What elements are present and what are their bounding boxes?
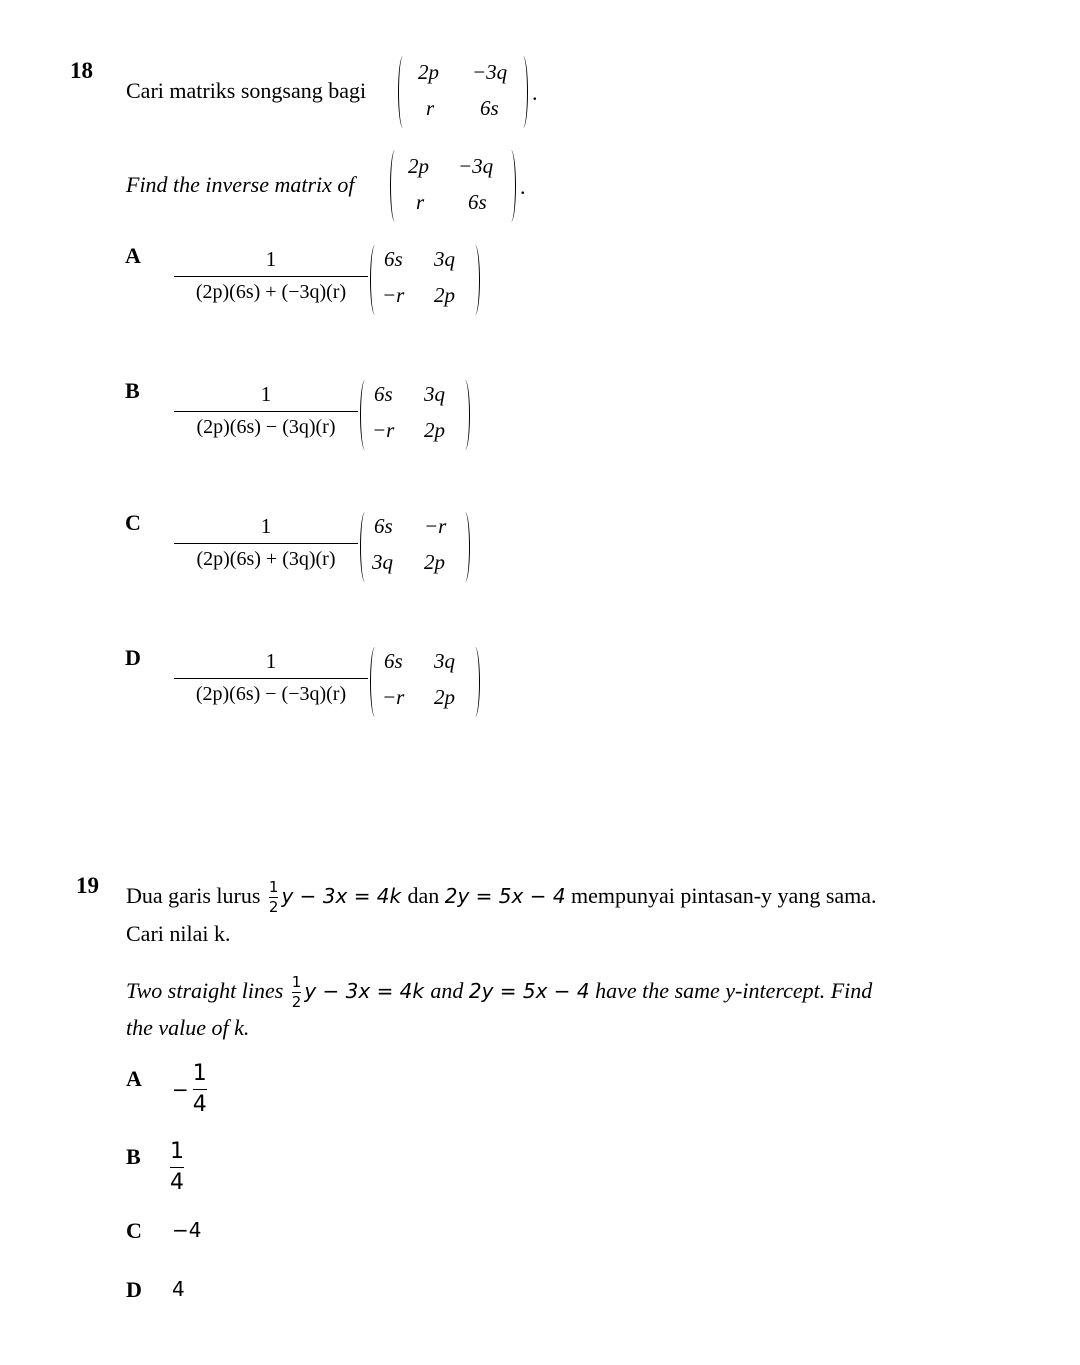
- q18-option-a-m-d: 2p: [434, 283, 455, 307]
- q19-option-c-value[interactable]: −4: [172, 1218, 202, 1242]
- q18-m-d: 6s: [480, 96, 499, 120]
- q18-option-d-fraction: [174, 649, 368, 706]
- q19-stem-malay-line2: Cari nilai k.: [126, 921, 231, 946]
- q19-en-part1: Two straight lines: [126, 978, 284, 1003]
- q19-option-b-value[interactable]: [170, 1140, 184, 1195]
- q18-option-c-m-c: 3q: [372, 550, 393, 574]
- q18-m2-c: r: [416, 190, 425, 214]
- q19-option-a-label[interactable]: A: [126, 1066, 142, 1091]
- q18-option-b-expression[interactable]: [174, 382, 445, 454]
- q19-eq2-malay: 2y = 5x − 4: [444, 884, 566, 908]
- q18-option-c-label[interactable]: C: [125, 510, 141, 535]
- q18-option-d-numerator: 1: [265, 649, 277, 673]
- q18-option-a-m-a: 6s: [384, 247, 403, 271]
- q18-option-c-fraction: [174, 514, 358, 571]
- q18-option-b-fraction: [174, 382, 358, 439]
- question-19-number: 19: [76, 873, 99, 898]
- q19-option-b-num: 1: [170, 1139, 184, 1164]
- q19-eq1-rest: y − 3x = 4k: [281, 884, 402, 908]
- q18-option-c-expression[interactable]: [174, 514, 447, 586]
- q18-m-c: r: [426, 96, 435, 120]
- question-18-number: 18: [70, 58, 93, 83]
- q19-option-d-label[interactable]: D: [126, 1277, 142, 1302]
- q18-option-a-m-c: −r: [382, 283, 405, 307]
- q19-ms-part2: mempunyai pintasan-y yang sama.: [571, 883, 877, 908]
- q18-stem-malay: [126, 78, 366, 104]
- q18-period-malay: .: [532, 80, 538, 105]
- q19-ms-dan: dan: [407, 883, 440, 908]
- q18-option-d-m-b: 3q: [434, 649, 455, 673]
- q19-stem-english-line1: [126, 975, 872, 1010]
- q19-eq1-rest-en: y − 3x = 4k: [304, 979, 424, 1003]
- q18-option-c-m-a: 6s: [374, 514, 393, 538]
- q18-option-d-denominator: (2p)(6s) − (−3q)(r): [195, 683, 347, 705]
- q19-eq2-english: 2y = 5x − 4: [468, 979, 590, 1003]
- q18-option-a-expression[interactable]: [174, 247, 455, 319]
- q18-option-b-m-d: 2p: [424, 418, 445, 442]
- q18-option-c-m-d: 2p: [424, 550, 445, 574]
- q18-matrix-malay: [398, 56, 538, 128]
- q18-option-d-expression[interactable]: [174, 649, 455, 721]
- q18-option-a-m-b: 3q: [434, 247, 455, 271]
- q18-option-a-label[interactable]: A: [125, 243, 141, 268]
- q18-option-b-matrix: [360, 380, 470, 450]
- q18-option-b-m-c: −r: [372, 418, 395, 442]
- q19-ms-part1: Dua garis lurus: [126, 883, 261, 908]
- q18-option-b-numerator: 1: [260, 382, 272, 406]
- q18-option-a-matrix: [370, 245, 480, 315]
- q18-option-d-m-c: −r: [382, 685, 405, 709]
- q18-option-b-denominator: (2p)(6s) − (3q)(r): [196, 416, 336, 438]
- q19-option-a-num: 1: [192, 1061, 207, 1086]
- q19-en-part2: have the same y-intercept. Find: [595, 978, 873, 1003]
- q18-stem-malay-text: Cari matriks songsang bagi: [126, 78, 367, 103]
- q19-eq1-malay: [266, 878, 408, 916]
- q18-option-a-denominator: (2p)(6s) + (−3q)(r): [195, 281, 347, 303]
- q19-option-a-value[interactable]: [172, 1062, 207, 1117]
- q18-option-d-matrix: [370, 647, 480, 717]
- q18-m2-d: 6s: [468, 190, 487, 214]
- q18-stem-english: Find the inverse matrix of: [126, 172, 355, 197]
- q18-option-b-m-a: 6s: [374, 382, 393, 406]
- q19-eq1-den-en: 2: [291, 993, 302, 1011]
- q18-m2-b: −3q: [458, 154, 494, 178]
- q18-option-b-label[interactable]: B: [125, 378, 140, 403]
- q19-eq1-num-en: 1: [291, 973, 302, 991]
- q18-m-b: −3q: [472, 60, 508, 84]
- q19-option-a-den: 4: [193, 1089, 207, 1117]
- q18-option-d-m-a: 6s: [384, 649, 403, 673]
- q18-option-b-m-b: 3q: [424, 382, 445, 406]
- q18-m-a: 2p: [418, 60, 439, 84]
- q19-option-c-label[interactable]: C: [126, 1218, 142, 1243]
- q18-option-c-numerator: 1: [260, 514, 272, 538]
- q18-option-c-denominator: (2p)(6s) + (3q)(r): [196, 548, 336, 570]
- q18-m2-a: 2p: [408, 154, 429, 178]
- q19-option-d-value[interactable]: 4: [172, 1277, 185, 1301]
- q19-stem-malay-line1: [126, 880, 877, 915]
- q19-eq1-num: 1: [268, 878, 279, 896]
- q18-option-c-matrix: [360, 512, 470, 582]
- q19-option-b-den: 4: [170, 1167, 184, 1195]
- q18-option-d-label[interactable]: D: [125, 645, 141, 670]
- q18-period-english: .: [520, 174, 526, 199]
- q19-option-a-sign: −: [172, 1077, 189, 1102]
- q19-option-b-label[interactable]: B: [126, 1144, 141, 1169]
- q18-option-c-m-b: −r: [424, 514, 447, 538]
- q18-matrix-english: [390, 150, 526, 222]
- q19-eq1-den: 2: [268, 898, 279, 916]
- q19-eq1-english: [289, 973, 431, 1011]
- q19-stem-english-line2: the value of k.: [126, 1015, 250, 1040]
- q18-option-a-numerator: 1: [265, 247, 277, 271]
- q19-en-and: and: [430, 978, 464, 1003]
- q18-option-a-fraction: [174, 247, 368, 304]
- q18-option-d-m-d: 2p: [434, 685, 455, 709]
